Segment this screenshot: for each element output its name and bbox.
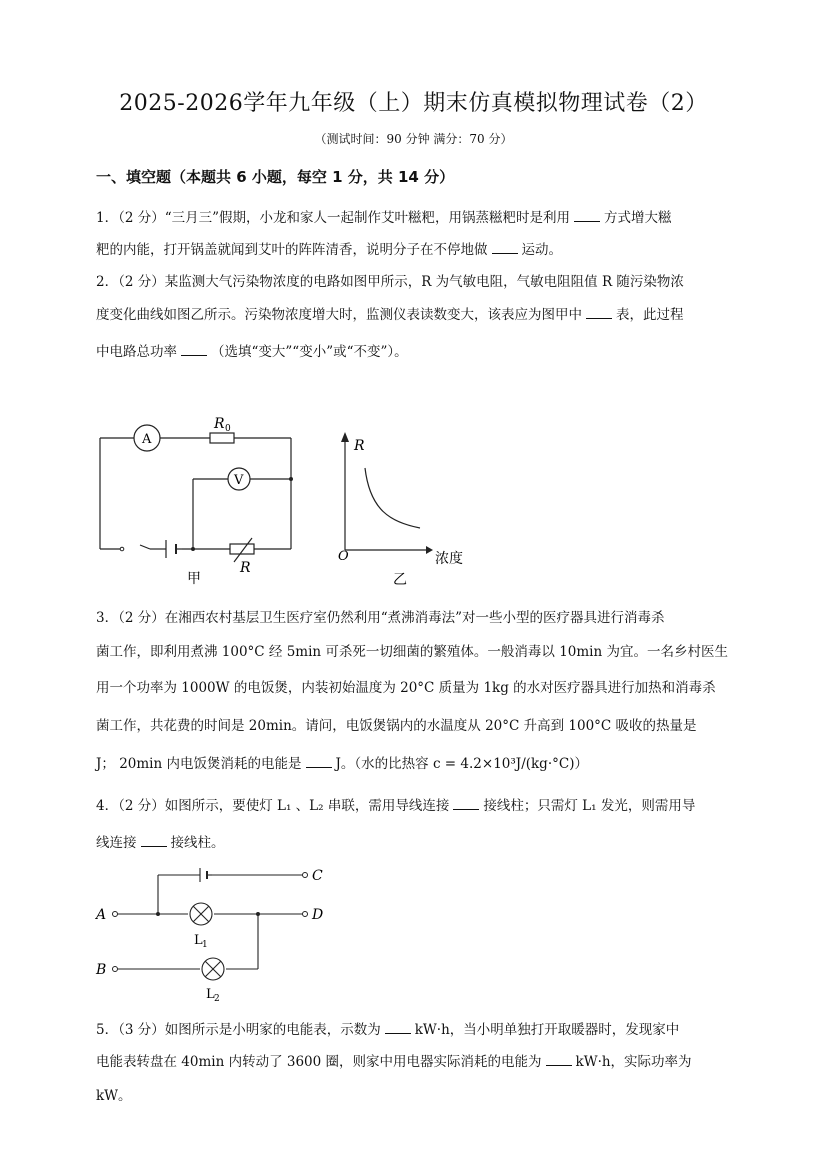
q2-figure — [90, 400, 490, 595]
answer-blank[interactable] — [492, 241, 518, 254]
lamp-l1-label: L — [194, 933, 203, 948]
answer-blank[interactable] — [306, 755, 332, 768]
axis-r-label: R — [354, 438, 365, 454]
section-heading: 一、填空题（本题共 6 小题，每空 1 分，共 14 分） — [96, 168, 455, 186]
r-label: R — [240, 560, 251, 576]
answer-blank[interactable] — [181, 343, 207, 356]
axis-concentration-label: 浓度 — [435, 551, 463, 567]
q2-line-3: 中电路总功率 （选填“变大”“变小”或“不变”）。 — [96, 344, 408, 360]
terminal-d-label: D — [312, 907, 324, 923]
terminal-b-label: B — [96, 962, 107, 978]
terminal-c[interactable] — [303, 873, 308, 878]
lamp-l2-subscript: 2 — [214, 994, 220, 1004]
answer-blank[interactable] — [574, 209, 600, 222]
figure-jia-label: 甲 — [187, 571, 201, 587]
q2-line-2: 度变化曲线如图乙所示。污染物浓度增大时，监测仪表读数变大，该表应为图甲中 表，此过程 — [96, 307, 684, 323]
answer-blank[interactable] — [453, 797, 479, 810]
r0-label: R — [214, 416, 225, 432]
q3-line-4: 菌工作，共花费的时间是 20min。请问，电饭煲锅内的水温度从 20°C 升高到 100°C 吸收的热量是 — [96, 718, 697, 734]
q5-line-3: kW。 — [96, 1088, 132, 1104]
terminal-a[interactable] — [113, 912, 118, 917]
lamp-l1-subscript: 1 — [202, 940, 208, 950]
q4-line-1: 4．（2 分）如图所示，要使灯 L₁ 、L₂ 串联，需用导线连接 接线柱；只需灯 L₁ 发光，则需用导 — [96, 798, 696, 814]
origin-label: O — [338, 549, 349, 564]
r0-subscript: 0 — [225, 424, 231, 434]
gas-sensor-resistor-icon — [230, 544, 254, 554]
voltmeter-label: V — [234, 473, 244, 488]
q5-line-2: 电能表转盘在 40min 内转动了 3600 圈，则家中用电器实际消耗的电能为 kW·h，实际功率为 — [96, 1054, 692, 1070]
q2-line-1: 2．（2 分）某监测大气污染物浓度的电路如图甲所示，R 为气敏电阻，气敏电阻阻值 R 随污染物浓 — [96, 274, 684, 290]
terminal-a-label: A — [96, 907, 107, 923]
answer-blank[interactable] — [385, 1021, 411, 1034]
answer-blank[interactable] — [141, 834, 167, 847]
terminal-c-label: C — [312, 868, 323, 884]
q3-line-3: 用一个功率为 1000W 的电饭煲，内装初始温度为 20°C 质量为 1kg 的水对医疗器具进行加热和消毒杀 — [96, 680, 716, 696]
figure-yi-label: 乙 — [393, 572, 407, 588]
q4-figure — [90, 858, 350, 1008]
q3-line-1: 3．（2 分）在湘西农村基层卫生医疗室仍然利用“煮沸消毒法”对一些小型的医疗器具进行消毒杀 — [96, 610, 665, 626]
answer-blank[interactable] — [586, 306, 612, 319]
q4-line-2: 线连接 接线柱。 — [96, 835, 225, 851]
q1-line-2: 粑的内能，打开锅盖就闻到艾叶的阵阵清香，说明分子在不停地做 运动。 — [96, 242, 562, 258]
ammeter-label: A — [142, 432, 152, 447]
q1-line-1: 1．（2 分）“三月三”假期，小龙和家人一起制作艾叶糍粑，用锅蒸糍粑时是利用 方式增大糍 — [96, 210, 672, 226]
q5-line-1: 5．（3 分）如图所示是小明家的电能表，示数为 kW·h，当小明单独打开取暖器时，发现家中 — [96, 1022, 680, 1038]
lamp-l2-label: L — [206, 987, 215, 1002]
terminal-b[interactable] — [113, 967, 118, 972]
q3-line-5: J； 20min 内电饭煲消耗的电能是 J。（水的比热容 c = 4.2×10³J/(kg·°C)） — [96, 756, 588, 772]
terminal-d[interactable] — [303, 912, 308, 917]
q3-line-2: 菌工作，即利用煮沸 100°C 经 5min 可杀死一切细菌的繁殖体。一般消毒以 10min 为宜。一名乡村医生 — [96, 644, 728, 660]
exam-info: （测试时间：90 分钟 满分：70 分） — [314, 132, 513, 146]
fixed-resistor-icon — [210, 433, 234, 443]
answer-blank[interactable] — [546, 1053, 572, 1066]
page-title: 2025-2026学年九年级（上）期末仿真模拟物理试卷（2） — [119, 91, 708, 116]
